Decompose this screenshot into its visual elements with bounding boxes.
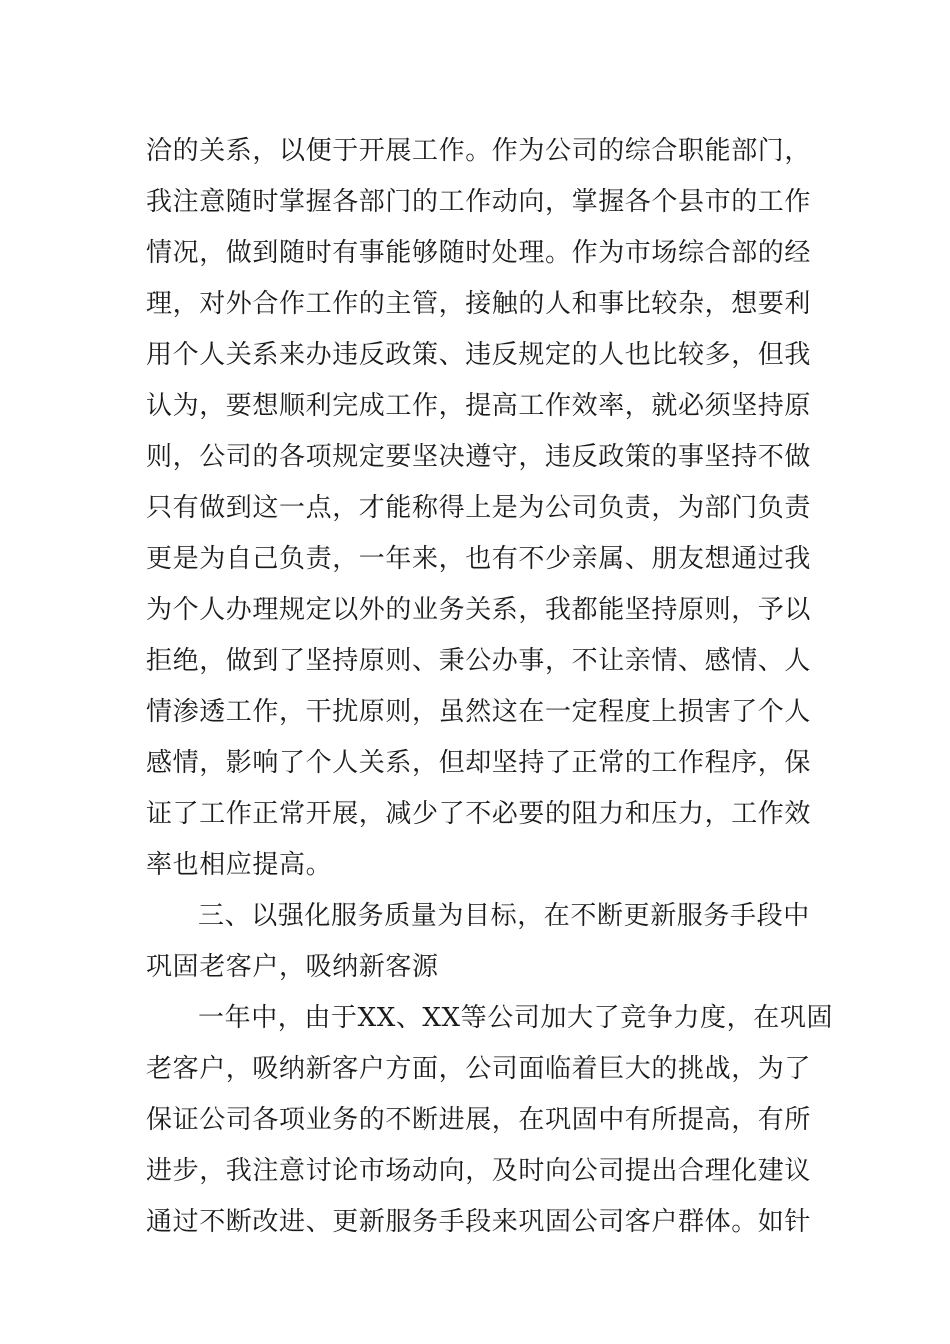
text-line: 只有做到这一点，才能称得上是为公司负责，为部门负责 <box>146 493 812 523</box>
text-line: 保证公司各项业务的不断进展，在巩固中有所提高，有所 <box>146 1105 812 1135</box>
text-line: 为个人办理规定以外的业务关系，我都能坚持原则，予以 <box>146 595 812 625</box>
text-line: 进步，我注意讨论市场动向，及时向公司提出合理化建议 <box>146 1156 812 1186</box>
text-line: 通过不断改进、更新服务手段来巩固公司客户群体。如针 <box>146 1207 812 1237</box>
text-line: 洽的关系，以便于开展工作。作为公司的综合职能部门， <box>146 136 812 166</box>
section-heading-line: 巩固老客户，吸纳新客源 <box>146 952 439 982</box>
text-line: 感情，影响了个人关系，但却坚持了正常的工作程序，保 <box>146 748 812 778</box>
text-line: 认为，要想顺利完成工作，提高工作效率，就必须坚持原 <box>146 391 812 421</box>
text-line: 理，对外合作工作的主管，接触的人和事比较杂，想要利 <box>146 289 812 319</box>
section-heading-line: 三、以强化服务质量为目标，在不断更新服务手段中 <box>198 901 810 931</box>
text-line: 证了工作正常开展，减少了不必要的阻力和压力，工作效 <box>146 799 812 829</box>
text-line: 我注意随时掌握各部门的工作动向，掌握各个县市的工作 <box>146 187 812 217</box>
text-line: 一年中，由于XX、XX等公司加大了竞争力度，在巩固 <box>198 1003 834 1033</box>
text-line: 老客户，吸纳新客户方面，公司面临着巨大的挑战，为了 <box>146 1054 812 1084</box>
text-line: 用个人关系来办违反政策、违反规定的人也比较多，但我 <box>146 340 812 370</box>
body-text <box>146 126 834 1248</box>
text-line: 更是为自己负责，一年来，也有不少亲属、朋友想通过我 <box>146 544 812 574</box>
text-line: 率也相应提高。 <box>146 850 333 880</box>
text-line: 拒绝，做到了坚持原则、秉公办事，不让亲情、感情、人 <box>146 646 812 676</box>
text-line: 情渗透工作，干扰原则，虽然这在一定程度上损害了个人 <box>146 697 812 727</box>
text-line: 则，公司的各项规定要坚决遵守，违反政策的事坚持不做 <box>146 442 812 472</box>
text-line: 情况，做到随时有事能够随时处理。作为市场综合部的经 <box>146 238 812 268</box>
